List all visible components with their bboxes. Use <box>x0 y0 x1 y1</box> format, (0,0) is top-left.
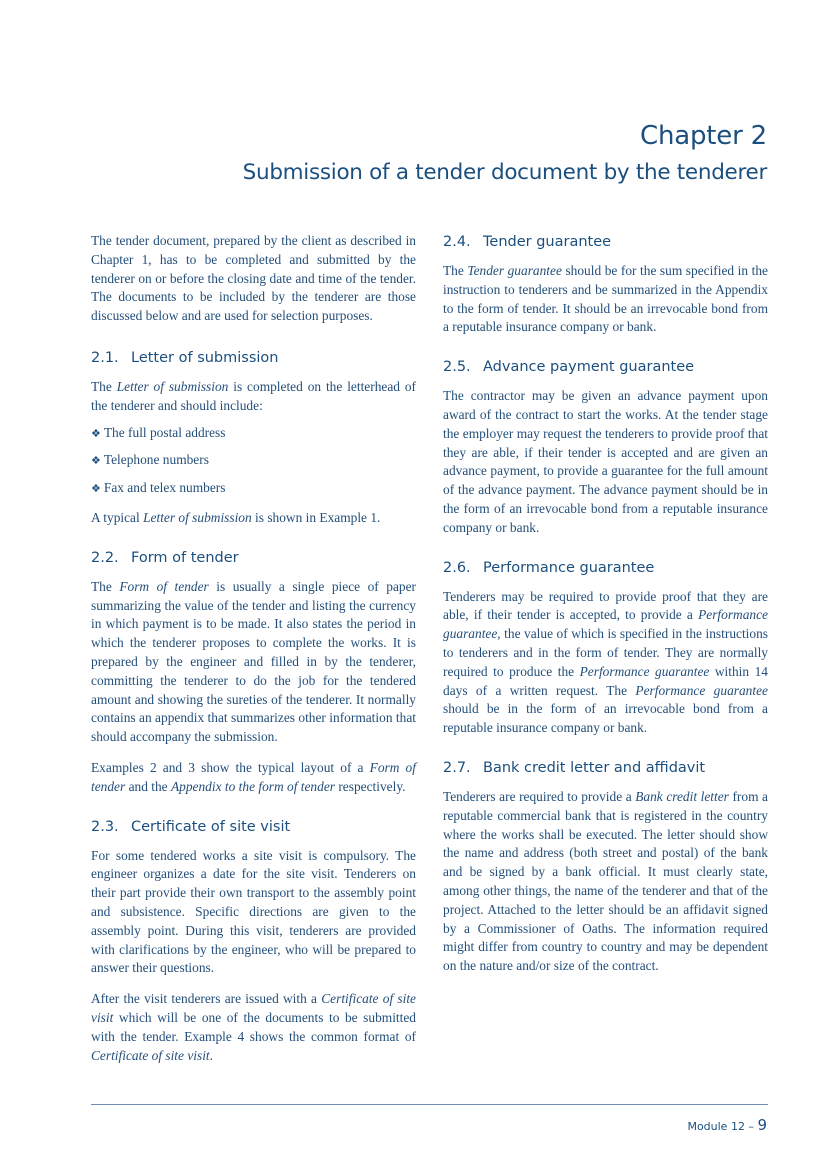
intro-paragraph: The tender document, prepared by the client as described in Chapter 1, has to be completed and submitted by the tenderer on or before the closing date and time of the tender. The documents to be included by the tenderer are those discussed below and are used for selection purposes. <box>91 233 416 324</box>
page-number: 9 <box>757 1116 767 1134</box>
submission-contents-list <box>91 424 416 499</box>
diamond-bullet-icon: ❖ <box>91 483 101 496</box>
section-2-2-example-note: Examples 2 and 3 show the typical layout of a Form of tender and the Appendix to the form of tender respectively. <box>91 759 416 794</box>
section-2-3-example-note: After the visit tenderers are issued with a Certificate of site visit which will be one of the documents to be submitted with the tender. Example 4 shows the common format of Certificate of site visit. <box>91 991 416 1063</box>
page-footer <box>687 1116 767 1134</box>
list-item: ❖ Fax and telex numbers <box>91 480 226 496</box>
section-2-5-heading: 2.5. Advance payment guarantee <box>443 359 695 376</box>
diamond-bullet-icon: ❖ <box>91 455 101 468</box>
section-2-1-paragraph: The Letter of submission is completed on the letterhead of the tenderer and should include: <box>91 378 416 413</box>
list-item: ❖ The full postal address <box>91 424 226 440</box>
section-2-7-heading: 2.7. Bank credit letter and affidavit <box>443 759 706 776</box>
section-2-3-paragraph: For some tendered works a site visit is compulsory. The engineer organizes a date for the site visit. Tenderers on their part provide their own transport to the assembly point and subsistence. Specific directions are given to the assembly point. During this visit, tenderers are provided with clarifications by the engineer, who will be prepared to answer their questions. <box>91 847 416 976</box>
section-2-4-heading: 2.4. Tender guarantee <box>443 234 612 250</box>
section-2-1-example-note: A typical Letter of submission is shown in Example 1. <box>91 509 381 525</box>
chapter-label: Chapter 2 <box>640 121 767 151</box>
section-2-2-heading: 2.2. Form of tender <box>91 549 239 566</box>
section-2-3-heading: 2.3. Certificate of site visit <box>91 818 291 835</box>
section-2-6-paragraph: Tenderers may be required to provide proof that they are able, if their tender is accepted, to provide a Performance guarantee, the value of which is specified in the instructions to tenderers and in the form of tender. They are normally required to produce the Performance guarantee within 14 days of a written request. The Performance guarantee should be in the form of an irrevocable bond from a reputable insurance company or bank. <box>443 588 768 736</box>
left-column <box>91 232 416 1077</box>
section-2-6-heading: 2.6. Performance guarantee <box>443 559 655 576</box>
section-2-4-paragraph: The Tender guarantee should be for the sum specified in the instruction to tenderers and be summarized in the Appendix to the form of tender. It should be an irrevocable bond from a reputable insurance company or bank. <box>443 263 768 335</box>
list-item: ❖ Telephone numbers <box>91 452 209 468</box>
diamond-bullet-icon: ❖ <box>91 427 101 440</box>
section-2-5-paragraph: The contractor may be given an advance payment upon award of the contract to start the works. At the tender stage the employer may request the tenderers to provide proof that they are able, if their tender is accepted and are given an advance payment, to provide a guarantee for the full amount of the advance payment. The advance payment should be in the form of an irrevocable bond from a reputable insurance company or bank. <box>443 388 768 535</box>
section-2-2-paragraph: The Form of tender is usually a single piece of paper summarizing the value of the tender and listing the currency in which payment is to be made. It also states the period in which the tenderer proposes to complete the works. It is prepared by the engineer and filled in by the tenderer, committing the tenderer to do the job for the tendered amount and showing the sureties of the tenderer. It normally contains an appendix that summarizes other information that should accompany the submission. <box>91 578 416 745</box>
footer-module-label: Module 12 – <box>687 1120 758 1133</box>
footer-rule <box>91 1104 768 1105</box>
right-column <box>443 232 768 988</box>
page-title: Submission of a tender document by the tenderer <box>242 160 767 185</box>
section-2-1-heading: 2.1. Letter of submission <box>91 349 279 366</box>
section-2-7-paragraph: Tenderers are required to provide a Bank credit letter from a reputable commercial bank that is registered in the country where the works shall be executed. The letter should show the name and address (both street and postal) of the bank and be signed by a bank official. It must clearly state, among other things, the name of the tenderer and that of the project. Attached to the letter should be an affidavit signed by a Commissioner of Oaths. The information required might differ from country to country and may be dependent on the nature and/or size of the contract. <box>443 788 768 974</box>
